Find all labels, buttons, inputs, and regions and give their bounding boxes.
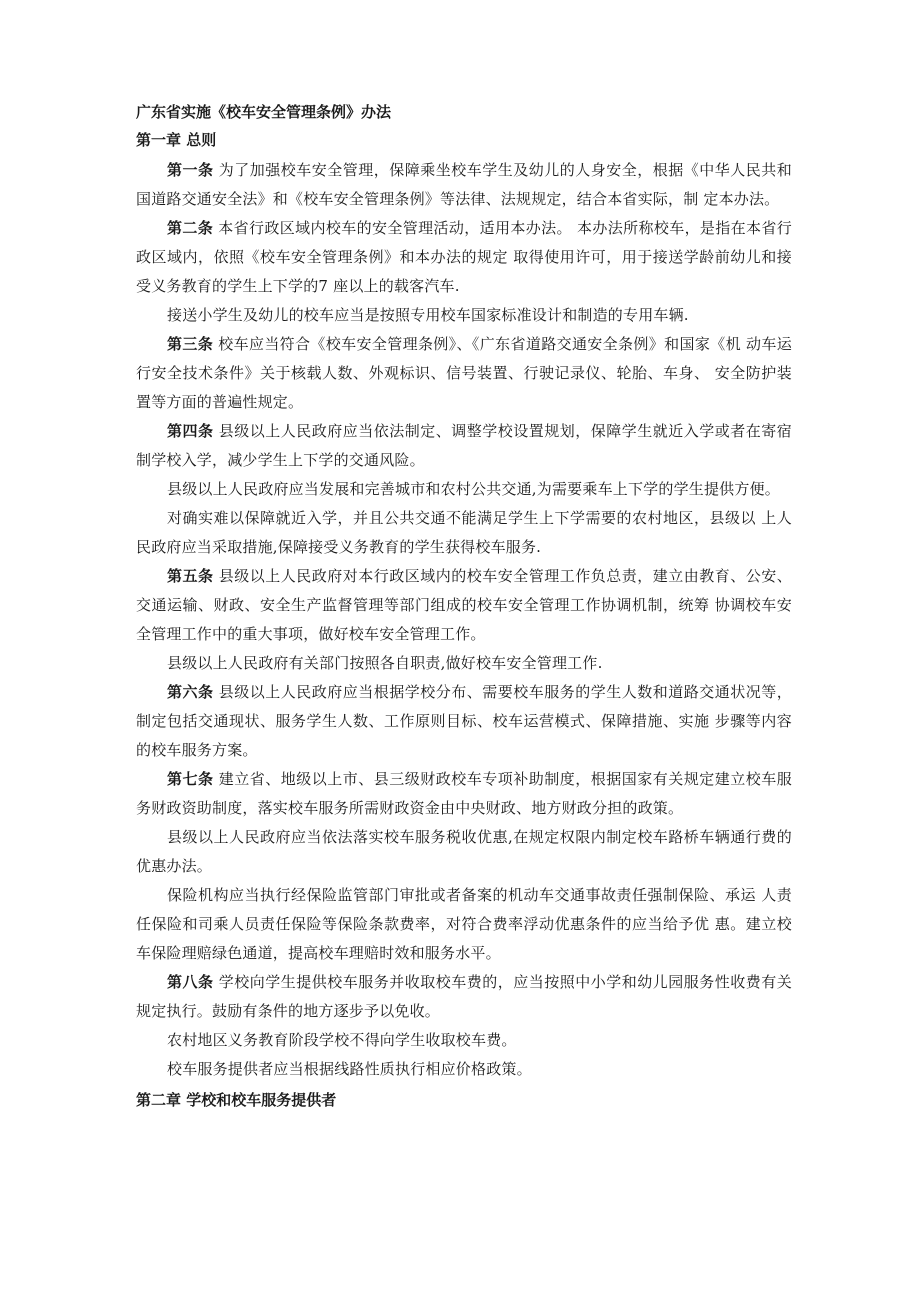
paragraph [136, 156, 792, 214]
article-label: 第八条 [167, 973, 214, 991]
paragraph-text: 县级以上人民政府应当发展和完善城市和农村公共交通,为需要乘车上下学的学生提供方便。 [167, 480, 780, 498]
paragraph [136, 417, 792, 475]
document-title: 广东省实施《校车安全管理条例》办法 [136, 103, 392, 121]
paragraph [136, 881, 792, 968]
paragraph [136, 649, 792, 678]
chapter-heading-1: 第一章 总则 [136, 131, 217, 149]
paragraph [136, 765, 792, 823]
paragraph [136, 504, 792, 562]
paragraph-text: 农村地区义务教育阶段学校不得向学生收取校车费。 [167, 1031, 517, 1049]
article-list [136, 156, 792, 1084]
paragraph-text: 本省行政区域内校车的安全管理活动，适用本办法。 本办法所称校车，是指在本省行政区域内，依照《校车安全管理条例》和本办法的规定 取得使用许可，用于接送学龄前幼儿和接受义务教育的学生上下学的7 座以上的载客汽车. [136, 219, 792, 295]
paragraph-text: 县级以上人民政府有关部门按照各自职责,做好校车安全管理工作. [167, 654, 603, 672]
paragraph [136, 475, 792, 504]
paragraph-text: 建立省、地级以上市、县三级财政校车专项补助制度，根据国家有关规定建立校车服务财政资助制度，落实校车服务所需财政资金由中央财政、地方财政分担的政策。 [136, 770, 793, 817]
paragraph-text: 县级以上人民政府应当根据学校分布、需要校车服务的学生人数和道路交通状况等，制定包括交通现状、服务学生人数、工作原则目标、校车运营模式、保障措施、实施 步骤等内容的校车服务方案。 [136, 683, 793, 759]
article-label: 第六条 [167, 683, 214, 701]
paragraph-text: 为了加强校车安全管理，保障乘坐校车学生及幼儿的人身安全，根据《中华人民共和国道路交通安全法》和《校车安全管理条例》等法律、法规规定，结合本省实际，制 定本办法。 [136, 161, 793, 208]
paragraph-text: 县级以上人民政府应当依法制定、调整学校设置规划，保障学生就近入学或者在寄宿制学校入学，减少学生上下学的交通风险。 [136, 422, 793, 469]
paragraph [136, 1026, 792, 1055]
paragraph-text: 接送小学生及幼儿的校车应当是按照专用校车国家标准设计和制造的专用车辆. [167, 306, 689, 324]
article-label: 第一条 [167, 161, 214, 179]
article-label: 第三条 [167, 335, 214, 353]
paragraph [136, 1055, 792, 1084]
paragraph [136, 562, 792, 649]
paragraph-text: 保险机构应当执行经保险监管部门审批或者备案的机动车交通事故责任强制保险、承运 人责任保险和司乘人员责任保险等保险条款费率，对符合费率浮动优惠条件的应当给予优 惠。建立校车保险理赔绿色通道，提高校车理赔时效和服务水平。 [136, 886, 792, 962]
paragraph [136, 678, 792, 765]
paragraph [136, 330, 792, 417]
paragraph-text: 县级以上人民政府应当依法落实校车服务税收优惠,在规定权限内制定校车路桥车辆通行费的优惠办法。 [136, 828, 792, 875]
paragraph-text: 县级以上人民政府对本行政区域内的校车安全管理工作负总责，建立由教育、公安、交通运输、财政、安全生产监督管理等部门组成的校车安全管理工作协调机制，统筹 协调校车安全管理工作中的重大事项，做好校车安全管理工作。 [136, 567, 793, 643]
article-label: 第四条 [167, 422, 214, 440]
paragraph [136, 823, 792, 881]
article-label: 第七条 [167, 770, 214, 788]
article-label: 第五条 [167, 567, 214, 585]
paragraph-text: 对确实难以保障就近入学，并且公共交通不能满足学生上下学需要的农村地区，县级以 上人民政府应当采取措施,保障接受义务教育的学生获得校车服务. [136, 509, 792, 556]
paragraph-text: 校车服务提供者应当根据线路性质执行相应价格政策。 [167, 1060, 532, 1078]
paragraph [136, 968, 792, 1026]
paragraph-text: 学校向学生提供校车服务并收取校车费的，应当按照中小学和幼儿园服务性收费有关规定执行。鼓励有条件的地方逐步予以免收。 [136, 973, 793, 1020]
document-page [136, 100, 792, 1116]
paragraph [136, 214, 792, 301]
paragraph-text: 校车应当符合《校车安全管理条例》、《广东省道路交通安全条例》和国家《机 动车运行安全技术条件》关于核载人数、外观标识、信号装置、行驶记录仪、轮胎、车身、 安全防护装置等方面的普遍性规定。 [136, 335, 792, 411]
article-label: 第二条 [167, 219, 214, 237]
paragraph [136, 301, 792, 330]
chapter-heading-2: 第二章 学校和校车服务提供者 [136, 1091, 337, 1109]
